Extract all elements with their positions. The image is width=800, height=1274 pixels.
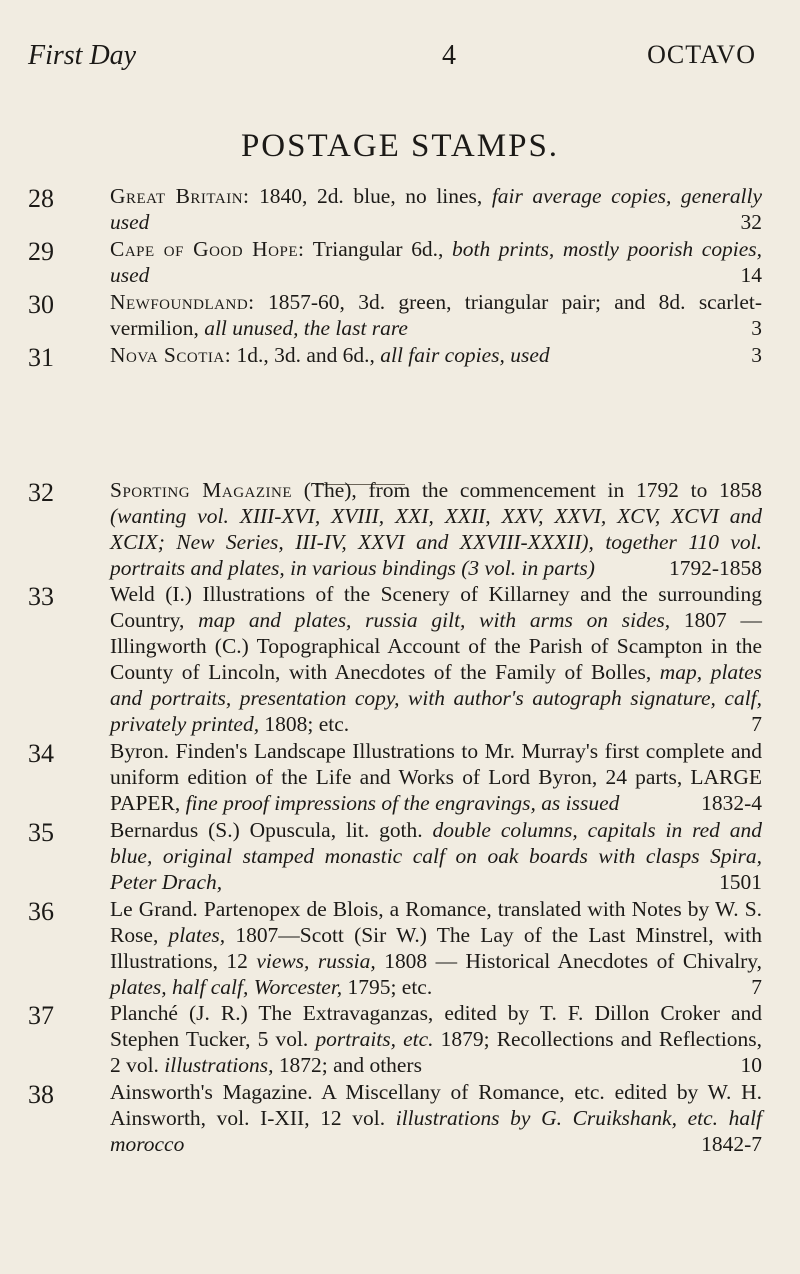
lot-text: Weld (I.) Illustrations of the Scenery of Killarney and the surrounding Country, [110,582,762,633]
lot-description [110,818,762,896]
lot-description [110,237,762,289]
lot-number: 37 [28,1001,54,1031]
lot-italic: illustrations by G. Cruikshank, etc. half morocco [110,1106,763,1157]
lot-text: Planché (J. R.) The Extravaganzas, edited by T. F. Dillon Croker and Stephen Tucker, 5 vol. [110,1001,762,1052]
lot-text: 1807 — Illingworth (C.) Topographical Account of the Parish of Scampton in the County of Lincoln, with Anecdotes of the Family of Bolles, [110,608,762,685]
lot-text: 1857-60, 3d. green, triangular pair; and 8d. scarlet-vermilion, [110,289,762,340]
lot-text: Triangular 6d., [304,236,453,261]
lot-text: 1d., 3d. and 6d., [231,342,381,367]
lot-price: 10 [740,1053,762,1078]
lot-italic: map, plates and portraits, presentation copy, with author's autograph signature, calf, privately printed, [110,660,762,737]
lot-text: (The), from the commencement in 1792 to 1858 [292,477,762,502]
lot-text: Le Grand. Partenopex de Blois, a Romance, translated with Notes by W. S. Rose, [110,896,762,947]
lot-text: 1808; etc. [259,712,350,737]
lot-text: 1795; etc. [342,974,433,999]
lot-price: 7 [751,712,762,737]
lot-price: 1832-4 [701,790,762,815]
lot-text: 1879; Recollections and Reflections, 2 vol. [110,1027,762,1078]
lot-text: 1808 — Historical Anecdotes of Chivalry, [375,948,763,973]
page-number: 4 [442,40,456,71]
lot-number: 30 [28,289,54,319]
lot-italic: map and plates, russia gilt, with arms on sides, [198,608,671,633]
lot-number: 36 [28,896,54,926]
lot-price: 3 [751,342,762,367]
lot-lead: Newfoundland: [110,289,255,314]
lot-description [110,343,762,369]
section-title: POSTAGE STAMPS. [240,128,560,164]
lot-description [110,582,762,738]
lot-italic: double columns, capitals in red and blue, original stamped monastic calf on oak boards with clasps [110,817,762,868]
lot-italic: portraits, etc. [315,1027,434,1052]
lot-italic: plates, half calf, Worcester, [110,974,343,999]
lot-number: 28 [28,184,54,213]
lot-text: 1807—Scott (Sir W.) The Lay of the Last Minstrel, with Illustrations, 12 [110,922,762,973]
lot-italic: fair average copies, generally used [110,184,763,234]
lot-description [110,1080,762,1158]
lot-description [110,897,762,1001]
lot-lead: Sporting Magazine [110,477,293,502]
lot-italic: illustrations, [164,1053,274,1078]
lot-italic: (wanting vol. XIII-XVI, XVIII, XXI, XXII, XXV, XXVI, XCV, XCVI and XCIX; New Series, III-IV, XXVI and XXVIII-XXXII), together 110 vol. portraits and plates, in various bindings (3 vol. in parts) [110,503,762,580]
header-format: OCTAVO [647,40,756,69]
lot-description [110,290,762,342]
lot-number: 35 [28,817,54,847]
lot-description [110,739,762,817]
lot-price: 1842-7 [701,1132,762,1157]
lot-description [110,478,762,582]
lot-lead: Great Britain: [110,184,250,208]
header-day: First Day [28,40,137,71]
lot-italic: fine proof impressions of the engravings, as issued [185,790,620,815]
lot-price: 1501 [719,869,762,894]
running-header [28,40,756,80]
lot-italic: all fair copies, used [380,342,550,367]
lot-number: 32 [28,477,54,507]
lot-lead: Nova Scotia: [110,342,232,367]
lot-text: Ainsworth's Magazine. A Miscellany of Romance, etc. edited by W. H. Ainsworth, vol. I-XII, 12 vol. [110,1080,762,1131]
lot-text: 1840, 2d. blue, no lines, [249,184,492,208]
lot-italic: all unused, the last rare [204,315,408,340]
lot-text: 1872; and others [273,1053,422,1078]
lot-text: Bernardus (S.) Opuscula, lit. goth. [110,817,433,842]
lot-number: 31 [28,342,54,372]
lot-price: 7 [751,974,762,999]
lot-number: 29 [28,236,54,266]
lot-price: 14 [740,262,762,287]
lot-price: 3 [751,315,762,340]
lot-description [110,1001,762,1079]
lot-italic: views, russia, [256,948,376,973]
lot-text: Byron. Finden's Landscape Illustrations to Mr. Murray's first complete and uniform edition of the Life and Works of Lord Byron, 24 parts, LARGE PAPER, [110,739,762,815]
lot-lead: Cape of Good Hope: [110,236,305,261]
lot-number: 34 [28,739,54,769]
lot-number: 33 [28,582,54,612]
lot-price: 32 [740,209,762,234]
lot-description [110,184,762,236]
lot-number: 38 [28,1080,54,1110]
lot-price: 1792-1858 [668,555,762,580]
lot-italic: plates, [168,922,226,947]
lot-italic: Spira, Peter Drach, [110,843,763,894]
lot-italic: both prints, mostly poorish copies, used [110,236,762,287]
